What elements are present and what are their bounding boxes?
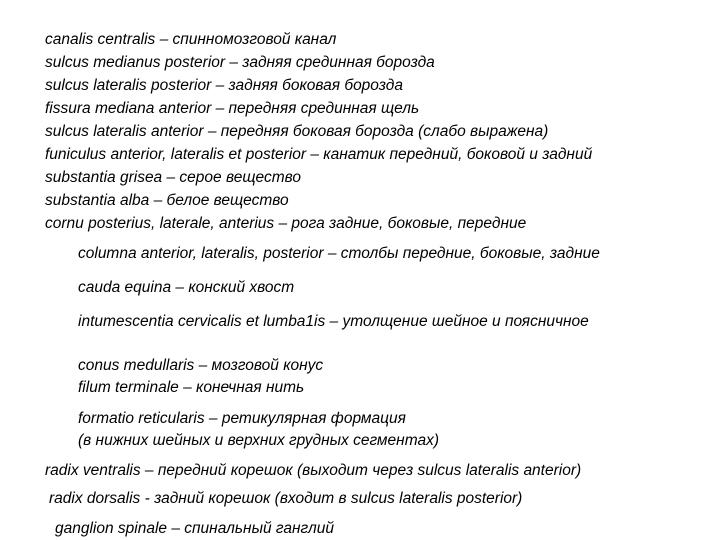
term-formatio-note: (в нижних шейных и верхних грудных сегментах) [78,432,439,449]
term-substantia-grisea: substantia grisea – серое вещество [45,169,301,186]
term-columna: columna anterior, lateralis, posterior – столбы передние, боковые, задние [78,245,600,262]
term-radix-dorsalis: radix dorsalis - задний корешок (входит в sulcus lateralis posterior) [49,490,523,507]
term-sulcus-medianus-posterior: sulcus medianus posterior – задняя срединная борозда [45,54,435,71]
term-fissura-mediana-anterior: fissura mediana anterior – передняя срединная щель [45,100,420,117]
term-conus-medullaris: conus medullaris – мозговой конус [78,357,324,374]
term-sulcus-lateralis-anterior: sulcus lateralis anterior – передняя боковая борозда (слабо выражена) [45,123,549,140]
term-ganglion-spinale: ganglion spinale – спинальный ганглий [55,520,334,537]
term-funiculus: funiculus anterior, lateralis et posterior – канатик передний, боковой и задний [45,146,593,163]
term-substantia-alba: substantia alba – белое вещество [45,192,289,209]
term-radix-ventralis: radix ventralis – передний корешок (выходит через sulcus lateralis anterior) [45,462,582,479]
term-cauda-equina: cauda equina – конский хвост [78,279,295,296]
term-formatio-reticularis: formatio reticularis – ретикулярная формация [78,410,406,427]
term-cornu: cornu posterius, laterale, anterius – рога задние, боковые, передние [45,215,527,232]
term-canalis-centralis: canalis centralis – спинномозговой канал [45,31,337,48]
term-sulcus-lateralis-posterior: sulcus lateralis posterior – задняя боковая борозда [45,77,403,94]
term-filum-terminale: filum terminale – конечная нить [78,379,305,396]
term-intumescentia: intumescentia cervicalis et lumba1is – утолщение шейное и поясничное [78,313,589,330]
